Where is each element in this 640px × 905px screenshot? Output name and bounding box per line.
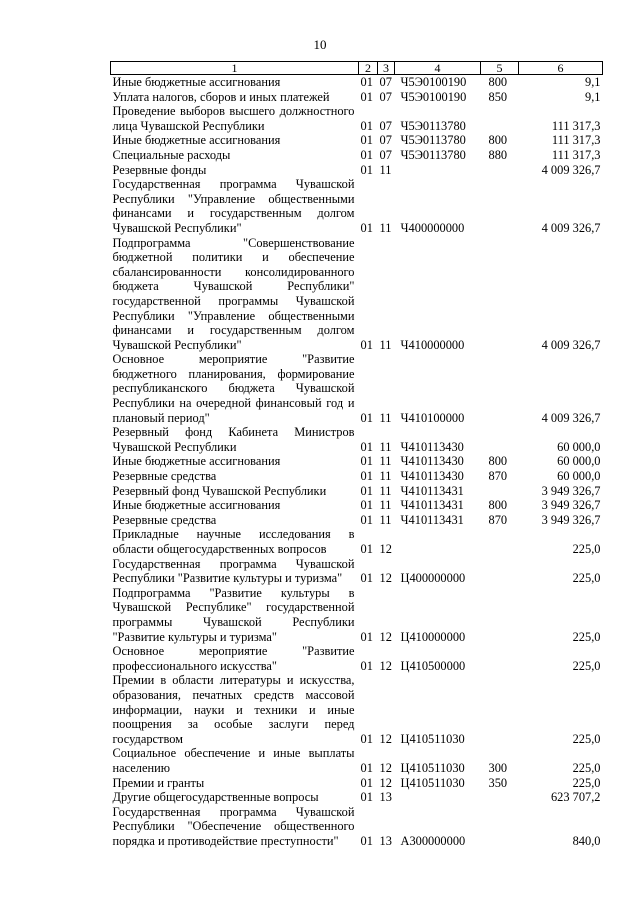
table-row — [111, 177, 603, 235]
cell-target-item — [395, 527, 481, 556]
cell-subsection: 07 — [379, 89, 392, 104]
cell-target-item: Ч5Э0100190 — [400, 89, 467, 104]
budget-table — [110, 61, 603, 848]
cell-expense-type: 800 — [488, 498, 508, 513]
cell-name: Резервный фонд Чувашской Республики — [112, 483, 327, 498]
cell-section: 01 — [360, 162, 373, 177]
table-row — [111, 425, 603, 454]
table-row — [111, 148, 603, 163]
table-row — [111, 673, 603, 746]
cell-subsection: 07 — [379, 147, 392, 162]
header-cell-target-item: 4 — [395, 62, 481, 75]
cell-expense-type: 800 — [488, 75, 508, 89]
cell-section: 01 — [360, 731, 373, 746]
cell-section: 01 — [360, 410, 373, 425]
cell-expense-type: 800 — [488, 454, 508, 469]
cell-expense-type — [481, 163, 519, 178]
cell-expense-type: 300 — [488, 760, 508, 775]
cell-name: Резервные средства — [112, 512, 217, 527]
cell-section: 01 — [360, 760, 373, 775]
cell-subsection: 07 — [379, 75, 392, 89]
cell-expense-type — [481, 484, 519, 499]
cell-section: 01 — [360, 75, 373, 89]
cell-target-item: Ц410500000 — [400, 658, 466, 673]
table-row — [111, 104, 603, 133]
cell-amount: 225,0 — [572, 658, 601, 673]
table-row — [111, 527, 603, 556]
cell-amount: 4 009 326,7 — [541, 410, 601, 425]
cell-section: 01 — [360, 454, 373, 469]
cell-name: Государственная программа Чувашской Республики "Обеспечение общественного порядка и противодействие преступности" — [112, 804, 355, 848]
table-row — [111, 484, 603, 499]
table-row — [111, 75, 603, 90]
cell-amount: 111 317,3 — [551, 133, 601, 148]
cell-name: Премии в области литературы и искусства, образования, печатных средств массовой информации, науки и техники и иные поощрения за особые заслуги перед государством — [112, 673, 355, 746]
table-row — [111, 90, 603, 105]
cell-amount: 225,0 — [572, 760, 601, 775]
cell-subsection: 12 — [379, 760, 392, 775]
cell-target-item: Ц410000000 — [400, 629, 466, 644]
cell-name: Иные бюджетные ассигнования — [112, 133, 281, 148]
cell-name: Основное мероприятие "Развитие бюджетного планирования, формирование республиканского бюджета Чувашской Республики на очередной финансовый год и плановый период" — [112, 352, 355, 425]
cell-name: Специальные расходы — [112, 147, 231, 162]
cell-amount: 3 949 326,7 — [541, 498, 601, 513]
cell-target-item: Ц410511030 — [400, 760, 465, 775]
cell-amount: 225,0 — [572, 775, 601, 790]
cell-name: Иные бюджетные ассигнования — [112, 75, 281, 89]
cell-name: Уплата налогов, сборов и иных платежей — [112, 89, 330, 104]
cell-subsection: 11 — [379, 439, 392, 454]
cell-amount: 840,0 — [572, 833, 601, 848]
cell-subsection: 07 — [379, 133, 392, 148]
cell-subsection: 13 — [379, 833, 392, 848]
cell-section: 01 — [360, 220, 373, 235]
cell-section: 01 — [360, 133, 373, 148]
cell-subsection: 11 — [379, 512, 392, 527]
cell-subsection: 12 — [379, 775, 392, 790]
cell-target-item: Ц410511030 — [400, 731, 465, 746]
table-row — [111, 352, 603, 425]
cell-subsection: 11 — [379, 337, 392, 352]
table-row — [111, 469, 603, 484]
cell-amount: 225,0 — [572, 629, 601, 644]
table-row — [111, 644, 603, 673]
cell-target-item: Ч400000000 — [400, 220, 465, 235]
cell-section: 01 — [360, 483, 373, 498]
cell-expense-type — [481, 104, 519, 133]
cell-target-item: Ч5Э0100190 — [400, 75, 467, 89]
cell-name: Премии и гранты — [112, 775, 205, 790]
cell-expense-type — [481, 236, 519, 353]
cell-target-item — [395, 163, 481, 178]
cell-amount: 9,1 — [585, 89, 601, 104]
cell-amount: 225,0 — [572, 571, 601, 586]
cell-section: 01 — [360, 775, 373, 790]
cell-amount: 623 707,2 — [550, 790, 601, 805]
cell-subsection: 11 — [379, 498, 392, 513]
cell-expense-type — [481, 673, 519, 746]
cell-subsection: 12 — [379, 731, 392, 746]
cell-section: 01 — [360, 337, 373, 352]
cell-target-item: Ч410113431 — [400, 498, 464, 513]
cell-section: 01 — [360, 658, 373, 673]
cell-expense-type: 850 — [488, 89, 508, 104]
cell-name: Резервный фонд Кабинета Министров Чувашской Республики — [112, 425, 355, 454]
cell-target-item — [395, 790, 481, 805]
cell-subsection: 11 — [379, 454, 392, 469]
cell-expense-type: 870 — [488, 469, 508, 484]
header-cell-section: 2 — [359, 62, 378, 75]
cell-expense-type: 870 — [488, 512, 508, 527]
header-cell-subsection: 3 — [378, 62, 395, 75]
cell-name: Государственная программа Чувашской Республики "Управление общественными финансами и государственным долгом Чувашской Республики" — [112, 177, 355, 235]
cell-amount: 225,0 — [572, 731, 601, 746]
cell-section: 01 — [360, 89, 373, 104]
cell-subsection: 12 — [379, 571, 392, 586]
table-row — [111, 163, 603, 178]
cell-amount: 9,1 — [585, 75, 601, 89]
cell-target-item: Ц410511030 — [400, 775, 465, 790]
cell-name: Резервные средства — [112, 469, 217, 484]
cell-target-item: Ч410113430 — [400, 439, 464, 454]
cell-expense-type — [481, 425, 519, 454]
cell-amount: 4 009 326,7 — [541, 220, 601, 235]
cell-section: 01 — [360, 469, 373, 484]
cell-name: Основное мероприятие "Развитие профессионального искусства" — [112, 644, 355, 673]
cell-target-item: А300000000 — [400, 833, 466, 848]
cell-subsection: 11 — [379, 410, 392, 425]
cell-section: 01 — [360, 147, 373, 162]
table-row — [111, 776, 603, 791]
cell-name: Подпрограмма "Развитие культуры в Чувашской Республике" государственной программы Чувашской Республики "Развитие культуры и туризма" — [112, 585, 355, 644]
cell-amount: 60 000,0 — [557, 454, 601, 469]
table-row — [111, 133, 603, 148]
cell-expense-type — [481, 352, 519, 425]
cell-target-item: Ч5Э0113780 — [400, 147, 466, 162]
cell-target-item: Ч410000000 — [400, 337, 465, 352]
cell-name: Проведение выборов высшего должностного лица Чувашской Республики — [112, 104, 355, 133]
cell-name: Иные бюджетные ассигнования — [112, 454, 281, 469]
table-row — [111, 805, 603, 849]
cell-expense-type: 800 — [488, 133, 508, 148]
cell-expense-type — [481, 790, 519, 805]
table-row — [111, 454, 603, 469]
cell-name: Социальное обеспечение и иные выплаты населению — [112, 746, 355, 775]
cell-name: Другие общегосударственные вопросы — [112, 790, 319, 805]
cell-amount: 4 009 326,7 — [541, 337, 601, 352]
cell-subsection: 12 — [379, 629, 392, 644]
header-cell-amount: 6 — [519, 62, 603, 75]
cell-section: 01 — [360, 118, 373, 133]
table-row — [111, 746, 603, 775]
cell-section: 01 — [360, 790, 373, 805]
cell-subsection: 11 — [379, 220, 392, 235]
cell-name: Подпрограмма "Совершенствование бюджетной политики и обеспечение сбалансированности консолидированного бюджета Чувашской Республики" государственной программы Чувашской Республики "Управление общественными финансами и государственным долгом Чувашской Республики" — [112, 235, 355, 352]
cell-name: Иные бюджетные ассигнования — [112, 498, 281, 513]
cell-amount: 3 949 326,7 — [541, 512, 601, 527]
cell-amount: 3 949 326,7 — [541, 483, 601, 498]
cell-expense-type — [481, 586, 519, 644]
cell-subsection: 12 — [379, 658, 392, 673]
cell-expense-type — [481, 527, 519, 556]
table-row — [111, 557, 603, 586]
table-row — [111, 498, 603, 513]
cell-target-item: Ц400000000 — [400, 571, 466, 586]
cell-subsection: 07 — [379, 118, 392, 133]
cell-expense-type: 880 — [488, 147, 508, 162]
table-row — [111, 790, 603, 805]
cell-subsection: 12 — [379, 542, 392, 556]
table-row — [111, 586, 603, 644]
cell-amount: 111 317,3 — [551, 147, 601, 162]
cell-amount: 60 000,0 — [557, 439, 601, 454]
cell-name: Прикладные научные исследования в области общегосударственных вопросов — [112, 527, 355, 556]
cell-amount: 111 317,3 — [551, 118, 601, 133]
cell-subsection: 11 — [379, 162, 392, 177]
cell-expense-type — [481, 805, 519, 849]
cell-target-item: Ч410113431 — [400, 512, 464, 527]
cell-expense-type — [481, 177, 519, 235]
cell-target-item: Ч410113430 — [400, 454, 464, 469]
cell-section: 01 — [360, 629, 373, 644]
cell-target-item: Ч410113431 — [400, 483, 464, 498]
header-cell-name: 1 — [111, 62, 359, 75]
cell-target-item: Ч5Э0113780 — [400, 133, 466, 148]
table-row — [111, 513, 603, 528]
header-row — [111, 62, 603, 75]
cell-target-item: Ч410100000 — [400, 410, 465, 425]
cell-expense-type: 350 — [488, 775, 508, 790]
cell-amount: 60 000,0 — [557, 469, 601, 484]
header-cell-expense-type: 5 — [481, 62, 519, 75]
cell-subsection: 11 — [379, 483, 392, 498]
cell-section: 01 — [360, 571, 373, 586]
cell-section: 01 — [360, 833, 373, 848]
cell-section: 01 — [360, 498, 373, 513]
cell-target-item: Ч410113430 — [400, 469, 464, 484]
cell-name: Резервные фонды — [112, 162, 207, 177]
cell-section: 01 — [360, 512, 373, 527]
cell-subsection: 13 — [379, 790, 392, 805]
cell-name: Государственная программа Чувашской Республики "Развитие культуры и туризма" — [112, 556, 355, 586]
cell-amount: 4 009 326,7 — [541, 162, 601, 177]
page-number: 10 — [313, 37, 327, 52]
cell-expense-type — [481, 557, 519, 586]
table-row — [111, 236, 603, 353]
cell-target-item: Ч5Э0113780 — [400, 118, 466, 133]
cell-amount: 225,0 — [572, 542, 601, 556]
cell-section: 01 — [360, 439, 373, 454]
cell-section: 01 — [360, 542, 373, 556]
cell-expense-type — [481, 644, 519, 673]
cell-subsection: 11 — [379, 469, 392, 484]
